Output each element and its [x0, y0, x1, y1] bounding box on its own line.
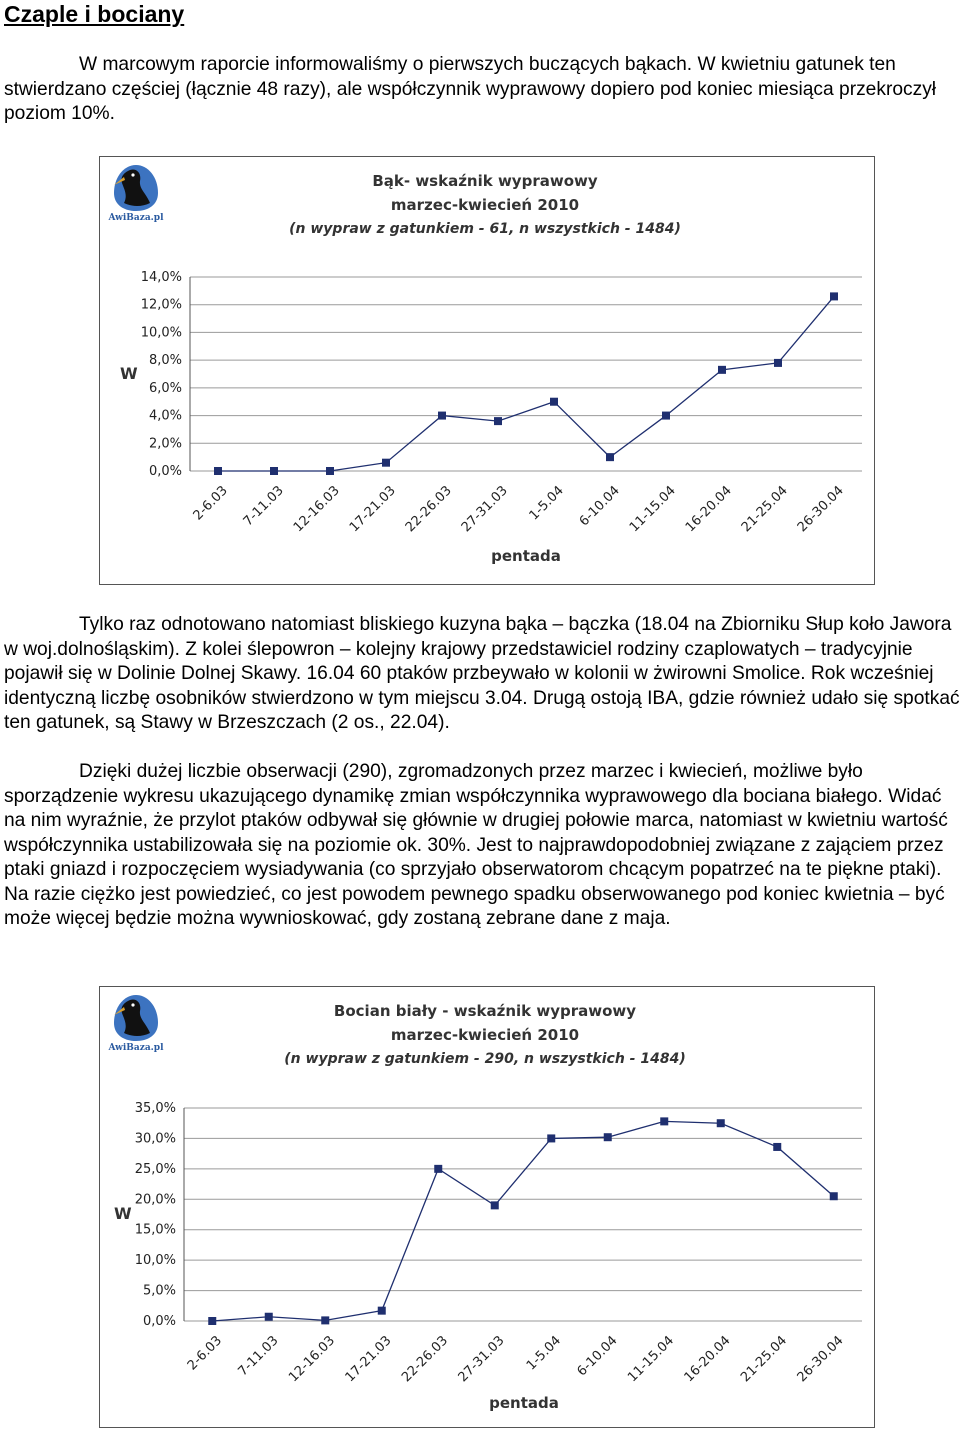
x-tick-label: 11-15.04 [626, 483, 679, 536]
data-point [494, 417, 502, 425]
chart-bocian [99, 986, 875, 1428]
paragraph-intro [4, 53, 960, 127]
data-point [830, 1192, 838, 1200]
paragraph-ardeidae-text: Tylko raz odnotowano natomiast bliskiego kuzyna bąka – bączka (18.04 na Zbiorniku Słup koło Jawora w woj.dolnośląskim). Z kolei ślepowron – kolejny krajowy przedstawiciel rodziny czaplowatych – tradycyjnie pojawił się w Dolinie Dolnej Skawy. 16.04 60 ptaków przbeywało w kolonii w żwirowni Smolice. Rok wcześniej identyczną liczbę osobników stwierdzono w tym miejscu 3.04. Drugą ostoją IBA, gdzie również udało się spotkać ten gatunek, są Stawy w Brzeszczach (2 os., 22.04). [4, 614, 960, 733]
data-point [774, 359, 782, 367]
data-point [491, 1201, 499, 1209]
data-point [321, 1316, 329, 1324]
x-tick-label: 26-30.04 [794, 483, 847, 536]
data-point [830, 292, 838, 300]
paragraph-stork [4, 760, 960, 932]
x-tick-label: 16-20.04 [681, 1333, 734, 1386]
chart-note: (n wypraw z gatunkiem - 290, n wszystkich - 1484) [284, 1051, 686, 1067]
x-tick-label: 27-31.03 [455, 1333, 508, 1386]
y-tick-label: 4,0% [148, 408, 182, 424]
x-tick-label: 16-20.04 [682, 483, 735, 536]
data-point [604, 1133, 612, 1141]
data-point [606, 453, 614, 461]
chart-plot [100, 987, 874, 1427]
y-tick-label: 35,0% [134, 1101, 176, 1116]
x-tick-label: 7-11.03 [240, 483, 287, 530]
data-point [662, 412, 670, 420]
data-point [270, 467, 278, 475]
y-axis-label: W [120, 364, 138, 383]
chart-subtitle: marzec-kwiecień 2010 [390, 1026, 580, 1044]
data-point [547, 1134, 555, 1142]
data-point [265, 1313, 273, 1321]
data-point [382, 459, 390, 467]
y-tick-label: 10,0% [140, 325, 182, 341]
paragraph-ardeidae [4, 613, 960, 736]
logo-text: AwiBaza.pl [108, 1043, 164, 1053]
x-tick-label: 1-5.04 [526, 483, 567, 524]
x-tick-label: 11-15.04 [625, 1333, 678, 1386]
data-point [773, 1143, 781, 1151]
y-tick-label: 2,0% [148, 436, 182, 452]
x-tick-label: 22-26.03 [399, 1333, 452, 1386]
chart-title: Bąk- wskaźnik wyprawowy [372, 172, 598, 190]
y-tick-label: 25,0% [134, 1161, 176, 1177]
chart-note: (n wypraw z gatunkiem - 61, n wszystkich - 1484) [289, 221, 681, 237]
series-line [218, 296, 834, 471]
data-point [438, 412, 446, 420]
data-point [326, 467, 334, 475]
x-tick-label: 21-25.04 [738, 483, 791, 536]
chart-title: Bocian biały - wskaźnik wyprawowy [333, 1002, 637, 1020]
x-tick-label: 1-5.04 [523, 1333, 565, 1374]
data-point [550, 398, 558, 406]
y-tick-label: 15,0% [134, 1222, 176, 1238]
data-point [378, 1307, 386, 1315]
y-tick-label: 12,0% [140, 297, 182, 313]
x-tick-label: 27-31.03 [458, 483, 511, 536]
x-tick-label: 21-25.04 [738, 1333, 791, 1386]
x-tick-label: 26-30.04 [794, 1333, 847, 1386]
x-tick-label: 7-11.03 [235, 1333, 282, 1380]
x-axis-label: pentada [491, 547, 561, 565]
x-tick-label: 2-6.03 [190, 483, 231, 524]
x-tick-label: 6-10.04 [574, 1333, 621, 1380]
y-tick-label: 0,0% [142, 1314, 176, 1329]
data-point [434, 1165, 442, 1173]
data-point [718, 366, 726, 374]
data-point [214, 467, 222, 475]
data-point [208, 1317, 216, 1325]
y-tick-label: 0,0% [148, 464, 182, 479]
paragraph-stork-text: Dzięki dużej liczbie obserwacji (290), zgromadzonych przez marzec i kwiecień, możliwe było sporządzenie wykresu ukazującego dynamikę zmian współczynnika wyprawowego dla bociana białego. Widać na nim wyraźnie, że przylot ptaków odbywał się głównie w drugiej połowie marca, natomiast w kwietniu wartość współczynnika ustabilizowała się na poziomie ok. 30%. Jest to najprawdopodobniej związane z zająciem przez ptaki gniazd i rozpoczęciem wysiadywania (co sprzyjało obserwatorom chcącym popatrzeć na te piękne ptaki). Na razie ciężko jest powiedzieć, co jest powodem pewnego spadku obserwowanego pod koniec kwietnia – być może więcej będzie można wywnioskować, gdy zostaną zebrane dane z maja. [4, 761, 948, 929]
x-tick-label: 22-26.03 [402, 483, 455, 536]
x-tick-label: 6-10.04 [576, 483, 623, 530]
x-tick-label: 12-16.03 [290, 483, 343, 536]
page-title: Czaple i bociany [4, 1, 185, 27]
y-tick-label: 14,0% [140, 270, 182, 285]
x-tick-label: 17-21.03 [346, 483, 399, 536]
x-tick-label: 2-6.03 [184, 1333, 226, 1374]
y-tick-label: 10,0% [134, 1253, 176, 1269]
chart-plot [100, 157, 874, 584]
y-axis-label: W [114, 1204, 132, 1223]
y-tick-label: 5,0% [142, 1283, 176, 1299]
x-tick-label: 17-21.03 [342, 1333, 395, 1386]
data-point [660, 1117, 668, 1125]
y-tick-label: 20,0% [134, 1192, 176, 1208]
y-tick-label: 8,0% [148, 353, 182, 369]
x-tick-label: 12-16.03 [286, 1333, 339, 1386]
logo-text: AwiBaza.pl [108, 213, 164, 223]
y-tick-label: 6,0% [148, 380, 182, 396]
x-axis-label: pentada [489, 1394, 559, 1412]
data-point [717, 1119, 725, 1127]
chart-bak [99, 156, 875, 585]
paragraph-intro-text: W marcowym raporcie informowaliśmy o pierwszych buczących bąkach. W kwietniu gatunek ten stwierdzano częściej (łącznie 48 razy), ale współczynnik wyprawowy dopiero pod koniec miesiąca przekroczył poziom 10%. [4, 54, 937, 124]
y-tick-label: 30,0% [134, 1131, 176, 1147]
chart-subtitle: marzec-kwiecień 2010 [390, 196, 580, 214]
